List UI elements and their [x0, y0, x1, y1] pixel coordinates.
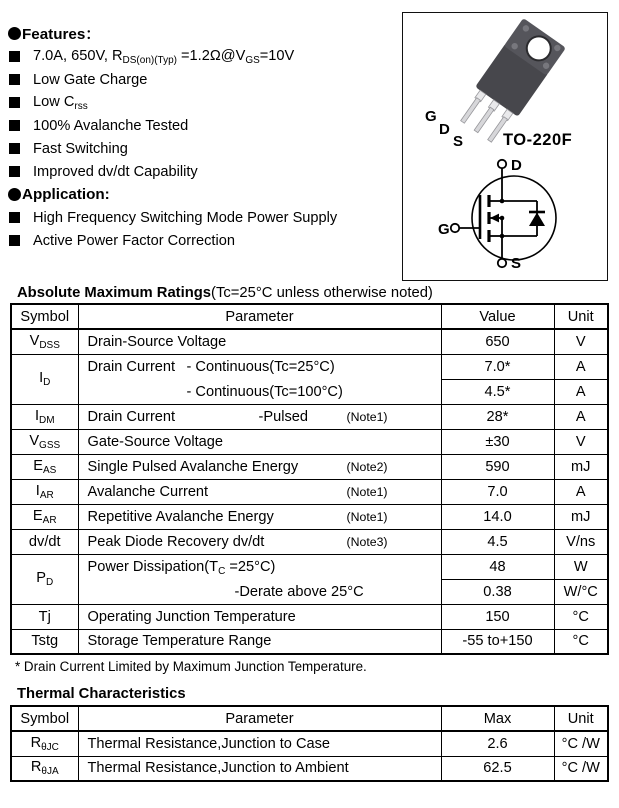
- value-cell: 28*: [441, 404, 554, 429]
- symbol-cell: Tstg: [11, 629, 78, 654]
- parameter-cell: Repetitive Avalanche Energy (Note1): [78, 504, 441, 529]
- parameter-cell: Drain Current -Pulsed (Note1): [78, 404, 441, 429]
- table-header-row: [11, 304, 608, 329]
- parameter-cell: Thermal Resistance,Junction to Case: [78, 731, 441, 756]
- col-header-symbol: Symbol: [11, 304, 78, 329]
- feature-text: Fast Switching: [33, 140, 128, 157]
- table-row-iar: [11, 479, 608, 504]
- item-bullet-icon: [9, 143, 20, 154]
- symbol-label-drain: D: [511, 157, 522, 174]
- section-bullet-icon: [8, 188, 21, 201]
- value-cell: 0.38: [441, 579, 554, 604]
- parameter-cell: Operating Junction Temperature: [78, 604, 441, 629]
- symbol-cell: Tj: [11, 604, 78, 629]
- value-cell: ±30: [441, 429, 554, 454]
- parameter-cell: Avalanche Current (Note1): [78, 479, 441, 504]
- unit-cell: A: [554, 354, 608, 379]
- value-cell: -55 to+150: [441, 629, 554, 654]
- parameter-cell: Storage Temperature Range: [78, 629, 441, 654]
- thermal-table: [10, 705, 609, 782]
- unit-cell: °C /W: [554, 731, 608, 756]
- col-header-max: Max: [441, 706, 554, 731]
- value-cell: 150: [441, 604, 554, 629]
- unit-cell: mJ: [554, 504, 608, 529]
- value-cell: 62.5: [441, 756, 554, 781]
- thermal-title: Thermal Characteristics: [17, 686, 186, 702]
- symbol-cell: $R_{\theta JA}$: [11, 756, 78, 781]
- table-row-id-a: [11, 354, 608, 379]
- unit-cell: W: [554, 554, 608, 579]
- table-row-ear: [11, 504, 608, 529]
- feature-item: [8, 68, 400, 91]
- value-cell: 4.5: [441, 529, 554, 554]
- symbol-cell: $I_{DM}$: [11, 404, 78, 429]
- symbol-label-gate: G: [438, 221, 450, 238]
- application-text: High Frequency Switching Mode Power Supply: [33, 209, 338, 226]
- feature-item: [8, 137, 400, 160]
- col-header-symbol: Symbol: [11, 706, 78, 731]
- unit-cell: V: [554, 429, 608, 454]
- parameter-cell: Drain-Source Voltage: [78, 329, 441, 354]
- table-row-pd-a: [11, 554, 608, 579]
- item-bullet-icon: [9, 97, 20, 108]
- value-cell: 4.5*: [441, 379, 554, 404]
- symbol-cell: $V_{DSS}$: [11, 329, 78, 354]
- col-header-parameter: Parameter: [78, 304, 441, 329]
- feature-item: [8, 114, 400, 137]
- table-row-dvdt: [11, 529, 608, 554]
- item-bullet-icon: [9, 74, 20, 85]
- application-item: [8, 206, 400, 229]
- unit-cell: A: [554, 479, 608, 504]
- application-item: [8, 229, 400, 252]
- value-cell: 14.0: [441, 504, 554, 529]
- table-row-rthja: [11, 756, 608, 781]
- symbol-cell: $V_{GSS}$: [11, 429, 78, 454]
- package-figure-box: [402, 12, 608, 281]
- feature-item: [8, 160, 400, 183]
- col-header-parameter: Parameter: [78, 706, 441, 731]
- parameter-cell: Gate-Source Voltage: [78, 429, 441, 454]
- parameter-cell: Thermal Resistance,Junction to Ambient: [78, 756, 441, 781]
- symbol-cell: $R_{\theta JC}$: [11, 731, 78, 756]
- table-row-idm: [11, 404, 608, 429]
- symbol-label-source: S: [511, 255, 522, 272]
- package-name-label: TO-220F: [503, 131, 573, 149]
- feature-item: [8, 91, 400, 114]
- symbol-cell: $P_D$: [11, 554, 78, 604]
- symbol-cell: $E_{AS}$: [11, 454, 78, 479]
- application-title: Application:: [22, 186, 110, 203]
- features-title: Features：: [22, 26, 101, 43]
- col-header-value: Value: [441, 304, 554, 329]
- value-cell: 2.6: [441, 731, 554, 756]
- abs-max-table: [10, 303, 609, 655]
- symbol-cell: dv/dt: [11, 529, 78, 554]
- item-bullet-icon: [9, 235, 20, 246]
- table-row-eas: [11, 454, 608, 479]
- unit-cell: V/ns: [554, 529, 608, 554]
- value-cell: 7.0: [441, 479, 554, 504]
- abs-max-title: Absolute Maximum Ratings(Tc=25°C unless otherwise noted): [17, 285, 433, 301]
- unit-cell: mJ: [554, 454, 608, 479]
- unit-cell: A: [554, 379, 608, 404]
- table-row-tj: [11, 604, 608, 629]
- unit-cell: V: [554, 329, 608, 354]
- pin-label-source: S: [453, 133, 464, 150]
- symbol-cell: $I_D$: [11, 354, 78, 404]
- features-heading: [8, 22, 400, 45]
- item-bullet-icon: [9, 120, 20, 131]
- table-header-row: [11, 706, 608, 731]
- feature-text: 100% Avalanche Tested: [33, 117, 189, 134]
- item-bullet-icon: [9, 212, 20, 223]
- unit-cell: °C: [554, 604, 608, 629]
- table-row-vdss: [11, 329, 608, 354]
- item-bullet-icon: [9, 51, 20, 62]
- parameter-cell: Single Pulsed Avalanche Energy (Note2): [78, 454, 441, 479]
- parameter-cell: Power $Dissipation(T_C =25^\circ C)$ -Derate above 25°C: [78, 554, 441, 604]
- pin-label-gate: G: [425, 108, 437, 125]
- feature-item: [8, 45, 400, 68]
- value-cell: 650: [441, 329, 554, 354]
- unit-cell: A: [554, 404, 608, 429]
- item-bullet-icon: [9, 166, 20, 177]
- parameter-cell: Peak Diode Recovery dv/dt (Note3): [78, 529, 441, 554]
- col-header-unit: Unit: [554, 304, 608, 329]
- unit-cell: °C /W: [554, 756, 608, 781]
- top-lists: [8, 22, 400, 252]
- table-row-rthjc: [11, 731, 608, 756]
- unit-cell: W/°C: [554, 579, 608, 604]
- table-row-vgss: [11, 429, 608, 454]
- application-text: Active Power Factor Correction: [33, 232, 235, 249]
- feature-text: 7.0A, 650V, $R_{DS(on)(Typ)}$ $=1.2\Omega@V_{GS}=10V$: [33, 47, 295, 66]
- symbol-cell: $E_{AR}$: [11, 504, 78, 529]
- value-cell: 7.0*: [441, 354, 554, 379]
- pin-label-drain: D: [439, 121, 450, 138]
- feature-text: Low $C_{rss}$: [33, 93, 88, 112]
- application-heading: [8, 183, 400, 206]
- symbol-cell: $I_{AR}$: [11, 479, 78, 504]
- mosfet-symbol: [437, 155, 585, 279]
- col-header-unit: Unit: [554, 706, 608, 731]
- feature-text: Improved dv/dt Capability: [33, 163, 198, 180]
- section-bullet-icon: [8, 27, 21, 40]
- value-cell: 590: [441, 454, 554, 479]
- value-cell: 48: [441, 554, 554, 579]
- table-row-tstg: [11, 629, 608, 654]
- unit-cell: °C: [554, 629, 608, 654]
- parameter-cell: Drain Current - Continuous(Tc=25°C) - Continuous(Tc=100°C): [78, 354, 441, 404]
- abs-max-footnote: * Drain Current Limited by Maximum Junction Temperature.: [15, 659, 367, 674]
- feature-text: Low Gate Charge: [33, 71, 148, 88]
